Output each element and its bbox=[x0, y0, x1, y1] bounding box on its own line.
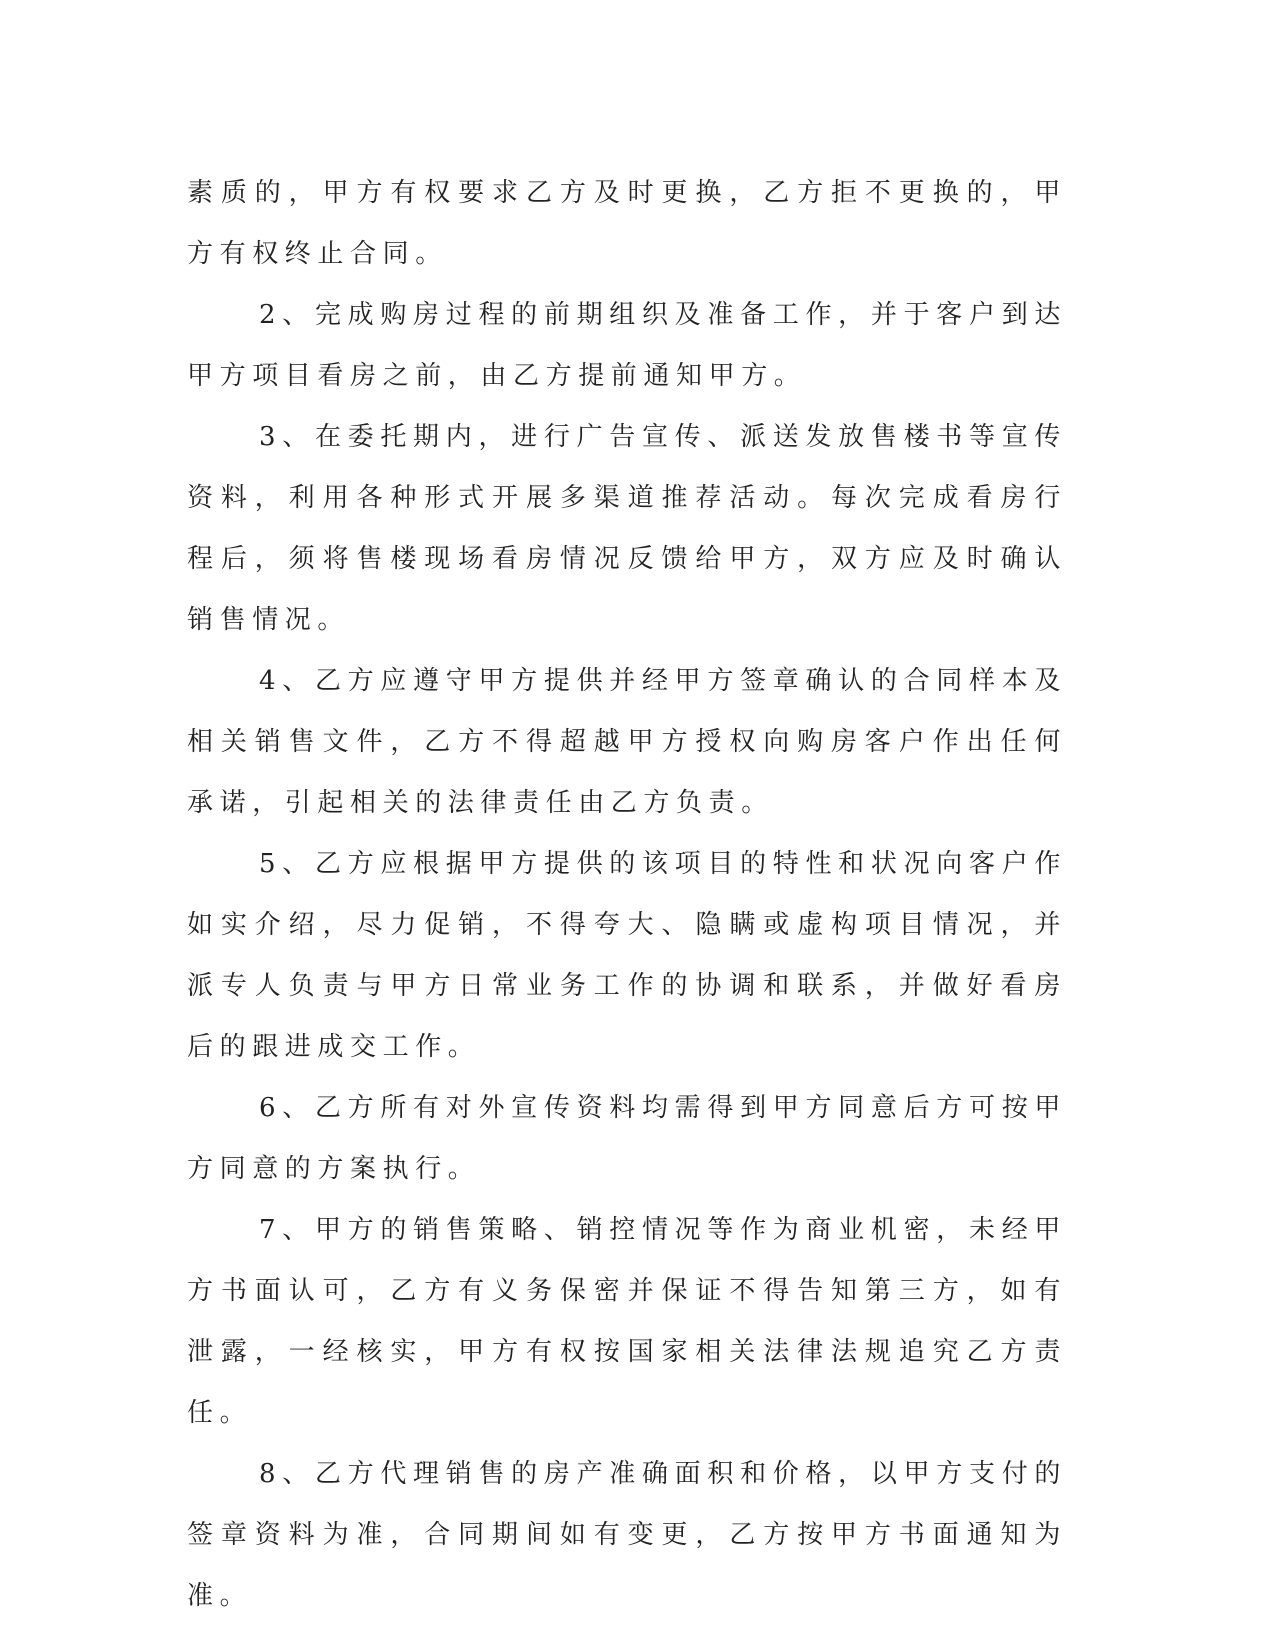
paragraph-clause-8: 8、乙方代理销售的房产准确面积和价格，以甲方支付的签章资料为准，合同期间如有变更，乙方按甲方书面通知为准。 bbox=[187, 1459, 1067, 1611]
paragraph-clause-7: 7、甲方的销售策略、销控情况等作为商业机密，未经甲方书面认可，乙方有义务保密并保证不得告知第三方，如有泄露，一经核实，甲方有权按国家相关法律法规追究乙方责任。 bbox=[187, 1215, 1067, 1428]
document-body bbox=[187, 163, 1067, 1627]
paragraph-continuation: 素质的，甲方有权要求乙方及时更换，乙方拒不更换的，甲方有权终止合同。 bbox=[187, 178, 1067, 269]
paragraph-clause-2: 2、完成购房过程的前期组织及准备工作，并于客户到达甲方项目看房之前，由乙方提前通知甲方。 bbox=[187, 300, 1067, 391]
paragraph-clause-4: 4、乙方应遵守甲方提供并经甲方签章确认的合同样本及相关销售文件，乙方不得超越甲方授权向购房客户作出任何承诺，引起相关的法律责任由乙方负责。 bbox=[187, 666, 1067, 818]
paragraph-clause-5: 5、乙方应根据甲方提供的该项目的特性和状况向客户作如实介绍，尽力促销，不得夸大、隐瞒或虚构项目情况，并派专人负责与甲方日常业务工作的协调和联系，并做好看房后的跟进成交工作。 bbox=[187, 849, 1067, 1062]
paragraph-clause-6: 6、乙方所有对外宣传资料均需得到甲方同意后方可按甲方同意的方案执行。 bbox=[187, 1093, 1067, 1184]
paragraph-clause-3: 3、在委托期内，进行广告宣传、派送发放售楼书等宣传资料，利用各种形式开展多渠道推荐活动。每次完成看房行程后，须将售楼现场看房情况反馈给甲方，双方应及时确认销售情况。 bbox=[187, 422, 1067, 635]
